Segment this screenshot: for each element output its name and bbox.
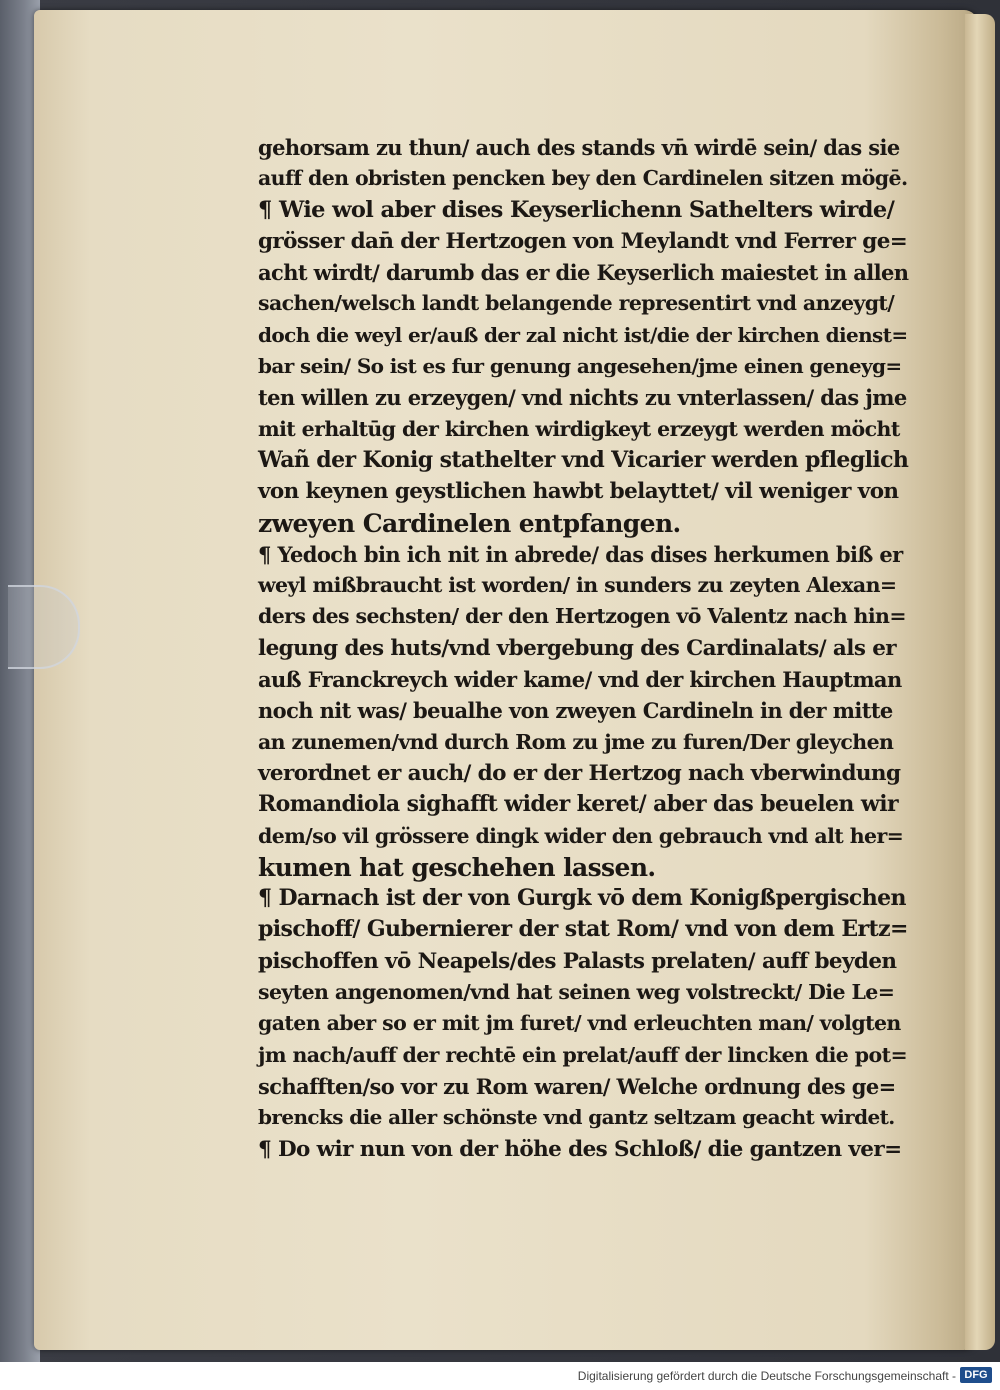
text-line: auff den obristen pencken bey den Cardinelen sitzen mögē.	[258, 166, 908, 191]
text-line: brencks die aller schönste vnd gantz seltzam geacht wirdet.	[258, 1105, 895, 1130]
text-line: auß Franckreych wider kame/ vnd der kirchen Hauptman	[258, 667, 902, 693]
text-line: Romandiola sighafft wider keret/ aber das beuelen wir	[258, 791, 898, 818]
text-line: ders des sechsten/ der den Hertzogen vō Valentz nach hin=	[258, 604, 906, 629]
page-text	[258, 132, 908, 1165]
text-line: grösser dan̄ der Hertzogen von Meylandt vnd Ferrer ge=	[258, 228, 908, 254]
text-line: an zunemen/vnd durch Rom zu jme zu furen/Der gleychen	[258, 729, 894, 754]
text-line: acht wirdt/ darumb das er die Keyserlich maiestet in allen	[258, 260, 909, 286]
text-line: gaten aber so er mit jm furet/ vnd erleuchten man/ volgten	[258, 1011, 901, 1036]
text-line: doch die weyl er/auß der zal nicht ist/die der kirchen dienst=	[258, 322, 908, 347]
page-edge	[965, 14, 995, 1350]
text-line: verordnet er auch/ do er der Hertzog nach vberwindung	[258, 760, 901, 786]
text-line: ¶ Wie wol aber dises Keyserlichenn Sathelters wirde/	[258, 196, 895, 223]
text-line: sachen/welsch landt belangende representirt vnd anzeygt/	[258, 291, 895, 316]
text-line: von keynen geystlichen hawbt belayttet/ vil weniger von	[258, 479, 899, 505]
footer-bar	[0, 1362, 1000, 1390]
text-line: noch nit was/ beualhe von zweyen Cardineln in der mitte	[258, 698, 893, 724]
text-line: ¶ Do wir nun von der höhe des Schloß/ die gantzen ver=	[258, 1136, 902, 1162]
text-line: schafften/so vor zu Rom waren/ Welche ordnung des ge=	[258, 1073, 896, 1099]
text-line: ¶ Yedoch bin ich nit in abrede/ das dises herkumen biß er	[258, 541, 903, 567]
text-line: pischoff/ Gubernierer der stat Rom/ vnd von dem Ertz=	[258, 916, 908, 943]
text-line: gehorsam zu thun/ auch des stands vn̄ wirdē sein/ das sie	[258, 135, 900, 160]
text-line: seyten angenomen/vnd hat seinen weg volstreckt/ Die Le=	[258, 980, 895, 1005]
text-line: kumen hat geschehen lassen.	[258, 852, 656, 882]
text-line: bar sein/ So ist es fur genung angesehen/jme einen geneyg=	[258, 354, 902, 379]
text-line: legung des huts/vnd vbergebung des Cardinalats/ als er	[258, 635, 897, 661]
text-line: ¶ Darnach ist der von Gurgk vō dem Konigßpergischen	[258, 885, 906, 912]
text-line: ten willen zu erzeygen/ vnd nichts zu vnterlassen/ das jme	[258, 385, 907, 411]
funding-credit: Digitalisierung gefördert durch die Deutsche Forschungsgemeinschaft -	[577, 1369, 956, 1383]
text-line: zweyen Cardinelen entpfangen.	[258, 508, 681, 538]
text-line: pischoffen vō Neapels/des Palasts prelaten/ auff beyden	[258, 948, 897, 974]
text-line: dem/so vil grössere dingk wider den gebrauch vnd alt her=	[258, 823, 904, 848]
dfg-logo: DFG	[960, 1367, 992, 1383]
text-line: Wañ der Konig stathelter vnd Vicarier werden pfleglich	[258, 446, 909, 473]
text-line: mit erhaltūg der kirchen wirdigkeyt erzeygt werden möcht	[258, 416, 900, 441]
text-line: jm nach/auff der rechtē ein prelat/auff der lincken die pot=	[258, 1042, 908, 1067]
text-line: weyl mißbraucht ist worden/ in sunders zu zeyten Alexan=	[258, 573, 897, 598]
